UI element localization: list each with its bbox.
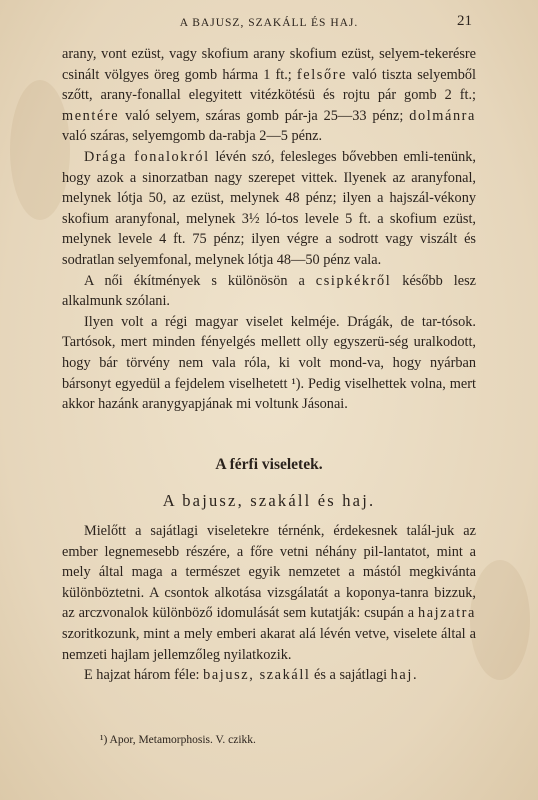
text-run: A női ékítmények s különösön a — [84, 272, 316, 289]
text-run: Mielőtt a sajátlagi viseletekre térnénk, érdekesnek talál-juk az ember legnemesebb részére, a főre vetni néhány pil-lantatot, mint a mely által maga a természet egyik nemzetet a mástól megkivánta különböztetni. A csontok alkotása vizsgálatát a koponya-tanra bizzuk, az arczvonalok különböző idomulását sem kutatják: csupán a — [62, 523, 476, 622]
paragraph — [62, 665, 476, 686]
footnote-marker: ¹) — [100, 734, 108, 746]
text-run: később lesz alkalmunk szólani. — [62, 272, 476, 310]
page-number: 21 — [457, 13, 472, 29]
spaced-term: hajzatra — [417, 605, 476, 622]
spaced-term: csipkékről — [315, 272, 392, 289]
paper-stain — [10, 80, 70, 220]
text-run: lévén szó, felesleges bővebben emli-tenünk, hogy azok a sinorzatban nagy szerepet vittek. Ilyenek az aranyfonal, melynek lótja 50, az ezüst, melynek 48 pénz; ilyen a hajszál-vékony skofium aranyfonal, melynek 3½ ló-tos levele 5 ft. a skofium ezüst, melynek levele 4 ft. 75 pénz; ilyen végre a sodrott vagy viszált és sodratlan selyemfonal, melynek lótja 48—50 pénz vala. — [62, 148, 476, 268]
spaced-term: bajusz, szakáll — [203, 667, 311, 684]
section-text — [62, 521, 476, 686]
text-run: E hajzat három féle: — [84, 667, 204, 684]
text-run: Ilyen volt a régi magyar viselet kelméje. Drágák, de tar-tósok. Tartósok, mert minden fényelgés mellett olly egyszerü-ség uralkodott, hogy bár törvény nem vala róla, ki volt mond-va, hogy nyárban bársonyt egyedül a fejdelem viselhetett ¹). Pedig viselhettek volna, mert akkor hazánk aranygyapjának mi voltunk Jásonai. — [62, 313, 476, 413]
paragraph — [62, 521, 476, 665]
footnote-text: Apor, Metamorphosis. V. czikk. — [109, 734, 256, 746]
subsection-heading: A bajusz, szakáll és haj. — [162, 491, 376, 510]
text-run: arany, vont ezüst, vagy skofium arany skofium ezüst, selyem-tekerésre csinált völgyes öreg gomb hárma 1 ft.; — [62, 46, 476, 83]
section-heading: A férfi viseletek. — [215, 456, 323, 473]
spaced-term: felsőre — [296, 66, 348, 83]
spaced-term: Drága fonalokról — [84, 148, 210, 165]
running-head: A BAJUSZ, SZAKÁLL ÉS HAJ. — [179, 17, 359, 29]
spaced-term: dolmánra — [409, 107, 476, 124]
paragraph — [62, 147, 476, 271]
text-run: való száras, selyemgomb da-rabja 2—5 pénz. — [62, 128, 323, 145]
text-run: való selyem, száras gomb pár-ja 25—33 pénz; — [119, 107, 410, 124]
paper-stain — [470, 560, 530, 680]
body-text — [62, 44, 476, 415]
paragraph — [62, 271, 476, 312]
text-run: és a sajátlagi — [310, 667, 391, 684]
text-run: szoritkozunk, mint a mely emberi akarat alá lévén vetve, viselete által a nemzeti hajlam jellemzőleg nyilatkozik. — [62, 625, 476, 663]
spaced-term: haj. — [390, 667, 419, 684]
footnote — [100, 734, 480, 746]
spaced-term: mentére — [62, 107, 120, 124]
paragraph — [62, 44, 476, 147]
paragraph — [62, 312, 476, 415]
text-run: való tiszta selyemből szőtt, arany-fonallal elegyitett vitézkötésü és rojtu pár gomb 2 ft.; — [62, 66, 476, 104]
